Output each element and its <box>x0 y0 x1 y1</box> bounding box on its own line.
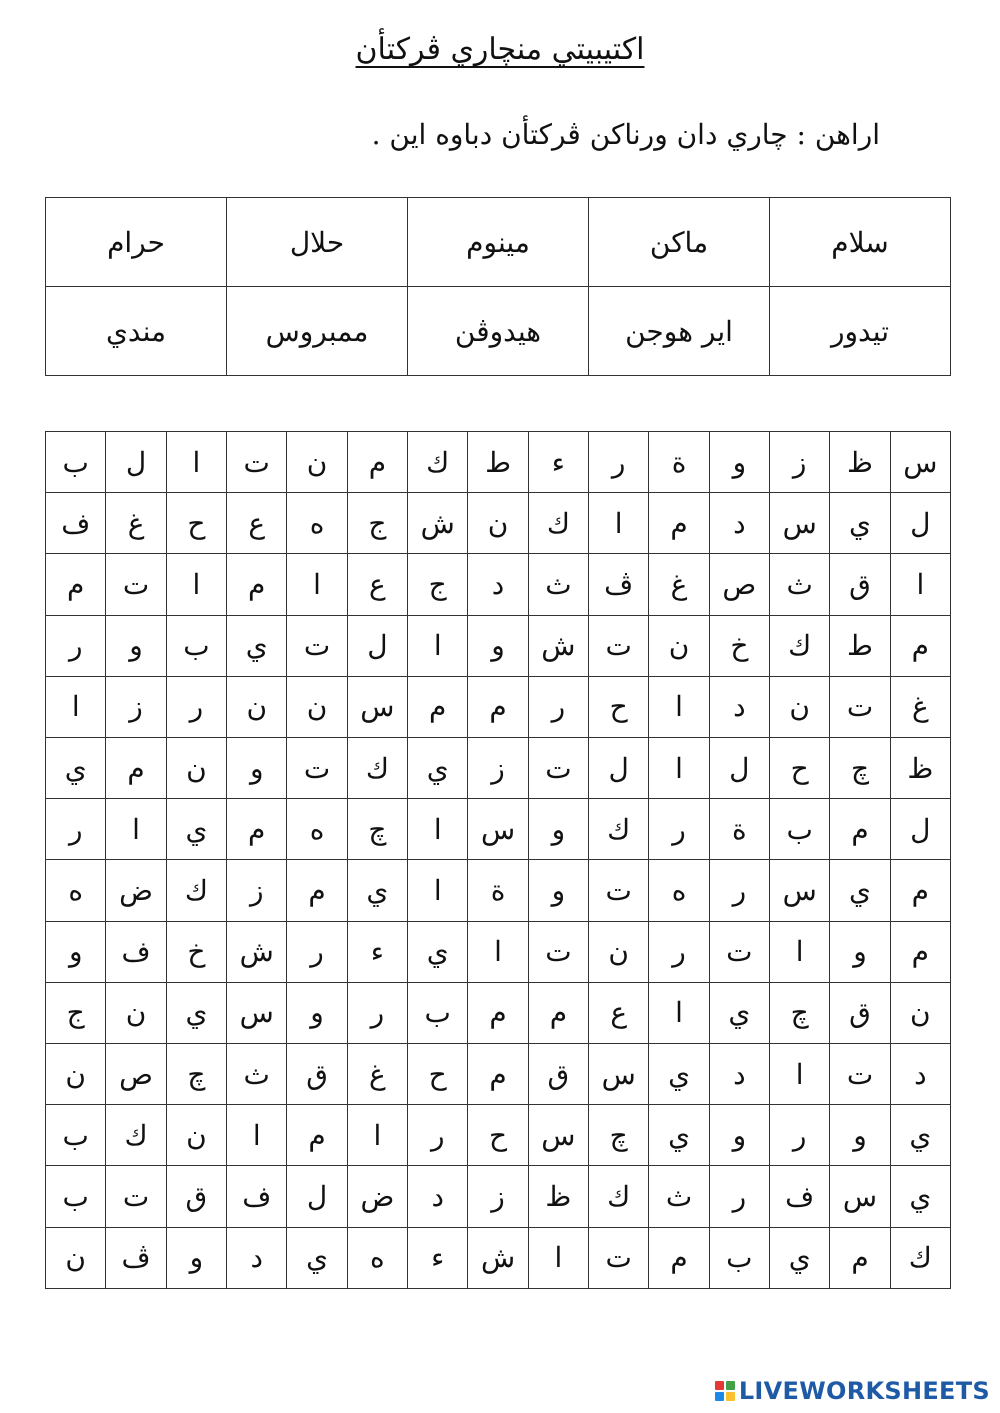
grid-cell[interactable]: ج <box>408 554 468 615</box>
grid-cell[interactable]: م <box>649 1227 709 1288</box>
grid-cell[interactable]: ت <box>287 738 347 799</box>
grid-cell[interactable]: س <box>347 676 407 737</box>
grid-cell[interactable]: د <box>709 1044 769 1105</box>
word-cell: سلام <box>770 198 951 287</box>
grid-cell[interactable]: س <box>890 432 950 493</box>
grid-cell[interactable]: ت <box>106 1166 166 1227</box>
grid-row <box>46 1044 951 1105</box>
grid-cell[interactable]: ت <box>709 921 769 982</box>
grid-cell[interactable]: ش <box>528 615 588 676</box>
grid-cell[interactable]: م <box>890 860 950 921</box>
grid-cell[interactable]: ف <box>227 1166 287 1227</box>
instruction-text: اراهن : چاري دان ورناكن ڤركتأن دباوه اين . <box>371 118 880 151</box>
grid-cell[interactable]: ب <box>46 432 106 493</box>
grid-cell[interactable]: ي <box>890 1105 950 1166</box>
grid-cell[interactable]: ل <box>709 738 769 799</box>
grid-cell[interactable]: ء <box>408 1227 468 1288</box>
grid-row <box>46 554 951 615</box>
grid-cell[interactable]: س <box>770 493 830 554</box>
grid-cell[interactable]: ص <box>106 1044 166 1105</box>
grid-cell[interactable]: م <box>227 799 287 860</box>
grid-cell[interactable]: ش <box>227 921 287 982</box>
grid-cell[interactable]: و <box>528 860 588 921</box>
grid-cell[interactable]: ا <box>106 799 166 860</box>
grid-cell[interactable]: ح <box>408 1044 468 1105</box>
grid-cell[interactable]: م <box>890 921 950 982</box>
grid-cell[interactable]: ت <box>589 860 649 921</box>
grid-row <box>46 860 951 921</box>
grid-cell[interactable]: ظ <box>528 1166 588 1227</box>
grid-cell[interactable]: ر <box>46 799 106 860</box>
grid-cell[interactable]: ر <box>709 1166 769 1227</box>
grid-cell[interactable]: ي <box>46 738 106 799</box>
grid-cell[interactable]: م <box>106 738 166 799</box>
grid-cell[interactable]: غ <box>106 493 166 554</box>
grid-cell[interactable]: ا <box>408 860 468 921</box>
grid-cell[interactable]: ت <box>528 921 588 982</box>
grid-cell[interactable]: چ <box>589 1105 649 1166</box>
grid-cell[interactable]: د <box>408 1166 468 1227</box>
word-row <box>46 198 951 287</box>
grid-cell[interactable]: د <box>227 1227 287 1288</box>
grid-cell[interactable]: ن <box>166 1105 226 1166</box>
grid-cell[interactable]: ت <box>287 615 347 676</box>
grid-cell[interactable]: ق <box>166 1166 226 1227</box>
grid-cell[interactable]: ن <box>166 738 226 799</box>
grid-row <box>46 799 951 860</box>
word-cell: ممبروس <box>227 287 408 376</box>
grid-row <box>46 1227 951 1288</box>
grid-cell[interactable]: ك <box>890 1227 950 1288</box>
word-cell: حرام <box>46 198 227 287</box>
grid-cell[interactable]: ث <box>770 554 830 615</box>
grid-cell[interactable]: ي <box>830 860 890 921</box>
grid-cell[interactable]: ف <box>46 493 106 554</box>
word-list-table <box>45 197 951 376</box>
grid-cell[interactable]: ي <box>770 1227 830 1288</box>
grid-cell[interactable]: م <box>468 1044 528 1105</box>
grid-row <box>46 615 951 676</box>
grid-cell[interactable]: ن <box>770 676 830 737</box>
grid-cell[interactable]: ه <box>287 493 347 554</box>
grid-cell[interactable]: ت <box>589 1227 649 1288</box>
grid-cell[interactable]: ا <box>890 554 950 615</box>
grid-cell[interactable]: ض <box>106 860 166 921</box>
grid-cell[interactable]: چ <box>830 738 890 799</box>
grid-cell[interactable]: ل <box>347 615 407 676</box>
grid-cell[interactable]: ب <box>166 615 226 676</box>
grid-cell[interactable]: ا <box>649 676 709 737</box>
brand-logo-icon <box>715 1381 735 1401</box>
grid-cell[interactable]: ب <box>408 982 468 1043</box>
grid-cell[interactable]: ا <box>287 554 347 615</box>
word-cell: ماكن <box>589 198 770 287</box>
grid-cell[interactable]: ك <box>528 493 588 554</box>
grid-cell[interactable]: ي <box>408 738 468 799</box>
grid-cell[interactable]: ك <box>770 615 830 676</box>
grid-cell[interactable]: ز <box>468 738 528 799</box>
grid-cell[interactable]: ي <box>287 1227 347 1288</box>
grid-cell[interactable]: ك <box>408 432 468 493</box>
grid-cell[interactable]: ر <box>408 1105 468 1166</box>
grid-cell[interactable]: غ <box>347 1044 407 1105</box>
grid-cell[interactable]: ل <box>890 799 950 860</box>
worksheet-title <box>0 32 1000 67</box>
grid-cell[interactable]: ص <box>709 554 769 615</box>
grid-cell[interactable]: ر <box>46 615 106 676</box>
grid-cell[interactable]: ا <box>468 921 528 982</box>
grid-row <box>46 1166 951 1227</box>
word-cell: حلال <box>227 198 408 287</box>
grid-cell[interactable]: غ <box>649 554 709 615</box>
grid-cell[interactable]: د <box>709 493 769 554</box>
grid-cell[interactable]: ز <box>468 1166 528 1227</box>
grid-cell[interactable]: ي <box>408 921 468 982</box>
grid-cell[interactable]: ح <box>166 493 226 554</box>
grid-row <box>46 493 951 554</box>
liveworksheets-brand <box>715 1376 990 1406</box>
grid-row <box>46 738 951 799</box>
grid-cell[interactable]: ي <box>830 493 890 554</box>
grid-cell[interactable]: ي <box>890 1166 950 1227</box>
grid-row <box>46 1105 951 1166</box>
grid-cell[interactable]: ف <box>770 1166 830 1227</box>
grid-cell[interactable]: ك <box>589 1166 649 1227</box>
grid-cell[interactable]: ء <box>528 432 588 493</box>
grid-cell[interactable]: ر <box>709 860 769 921</box>
grid-cell[interactable]: ت <box>106 554 166 615</box>
grid-cell[interactable]: و <box>227 738 287 799</box>
grid-cell[interactable]: ن <box>287 676 347 737</box>
grid-cell[interactable]: م <box>528 982 588 1043</box>
grid-cell[interactable]: س <box>227 982 287 1043</box>
grid-cell[interactable]: ر <box>770 1105 830 1166</box>
grid-cell[interactable]: ه <box>287 799 347 860</box>
grid-cell[interactable]: د <box>468 554 528 615</box>
grid-cell[interactable]: و <box>709 1105 769 1166</box>
grid-cell[interactable]: م <box>287 860 347 921</box>
grid-cell[interactable]: ش <box>408 493 468 554</box>
grid-cell[interactable]: ن <box>46 1227 106 1288</box>
grid-cell[interactable]: س <box>770 860 830 921</box>
grid-cell[interactable]: م <box>890 615 950 676</box>
grid-cell[interactable]: ط <box>468 432 528 493</box>
grid-cell[interactable]: ش <box>468 1227 528 1288</box>
grid-cell[interactable]: ر <box>589 432 649 493</box>
grid-cell[interactable]: م <box>347 432 407 493</box>
title-text: اكتيبيتي منچاري ڤركتأن <box>355 32 645 67</box>
grid-cell[interactable]: ل <box>890 493 950 554</box>
grid-cell[interactable]: ن <box>46 1044 106 1105</box>
grid-cell[interactable]: ث <box>649 1166 709 1227</box>
grid-cell[interactable]: ظ <box>890 738 950 799</box>
grid-cell[interactable]: ي <box>166 799 226 860</box>
logo-square-blue <box>715 1392 724 1401</box>
grid-cell[interactable]: ڤ <box>106 1227 166 1288</box>
grid-cell[interactable]: س <box>528 1105 588 1166</box>
grid-row <box>46 921 951 982</box>
word-row <box>46 287 951 376</box>
grid-cell[interactable]: ع <box>589 982 649 1043</box>
grid-cell[interactable]: ك <box>166 860 226 921</box>
grid-cell[interactable]: ي <box>227 615 287 676</box>
grid-cell[interactable]: ي <box>166 982 226 1043</box>
grid-cell[interactable]: ن <box>649 615 709 676</box>
grid-cell[interactable]: ن <box>227 676 287 737</box>
grid-cell[interactable]: ا <box>166 554 226 615</box>
grid-cell[interactable]: و <box>468 615 528 676</box>
grid-cell[interactable]: غ <box>890 676 950 737</box>
grid-cell[interactable]: ا <box>46 676 106 737</box>
grid-cell[interactable]: خ <box>166 921 226 982</box>
grid-cell[interactable]: ق <box>528 1044 588 1105</box>
grid-cell[interactable]: و <box>46 921 106 982</box>
grid-cell[interactable]: ع <box>347 554 407 615</box>
grid-cell[interactable]: ا <box>589 493 649 554</box>
grid-cell[interactable]: ر <box>528 676 588 737</box>
grid-cell[interactable]: ء <box>347 921 407 982</box>
grid-cell[interactable]: ن <box>468 493 528 554</box>
logo-square-yellow <box>726 1392 735 1401</box>
grid-cell[interactable]: ج <box>347 493 407 554</box>
grid-cell[interactable]: د <box>890 1044 950 1105</box>
grid-cell[interactable]: ف <box>106 921 166 982</box>
grid-cell[interactable]: ل <box>287 1166 347 1227</box>
grid-cell[interactable]: ا <box>770 1044 830 1105</box>
word-search-grid <box>45 431 951 1289</box>
grid-cell[interactable]: ث <box>528 554 588 615</box>
grid-cell[interactable]: ة <box>468 860 528 921</box>
grid-cell[interactable]: و <box>528 799 588 860</box>
grid-cell[interactable]: ر <box>347 982 407 1043</box>
grid-cell[interactable]: ا <box>649 982 709 1043</box>
word-cell: هيدوڤن <box>408 287 589 376</box>
grid-cell[interactable]: ث <box>227 1044 287 1105</box>
grid-cell[interactable]: ب <box>709 1227 769 1288</box>
grid-cell[interactable]: م <box>287 1105 347 1166</box>
grid-cell[interactable]: س <box>830 1166 890 1227</box>
grid-cell[interactable]: ا <box>770 921 830 982</box>
grid-cell[interactable]: ع <box>227 493 287 554</box>
grid-cell[interactable]: ب <box>770 799 830 860</box>
grid-cell[interactable]: م <box>46 554 106 615</box>
grid-cell[interactable]: ن <box>589 921 649 982</box>
grid-cell[interactable]: ت <box>830 676 890 737</box>
grid-row <box>46 676 951 737</box>
grid-cell[interactable]: ر <box>649 799 709 860</box>
grid-cell[interactable]: و <box>830 921 890 982</box>
grid-cell[interactable]: س <box>468 799 528 860</box>
grid-cell[interactable]: ه <box>347 1227 407 1288</box>
grid-cell[interactable]: م <box>408 676 468 737</box>
grid-cell[interactable]: ي <box>709 982 769 1043</box>
grid-cell[interactable]: ظ <box>830 432 890 493</box>
grid-cell[interactable]: ا <box>347 1105 407 1166</box>
grid-cell[interactable]: م <box>649 493 709 554</box>
grid-cell[interactable]: س <box>589 1044 649 1105</box>
grid-cell[interactable]: ا <box>649 738 709 799</box>
grid-cell[interactable]: و <box>709 432 769 493</box>
grid-cell[interactable]: چ <box>166 1044 226 1105</box>
grid-cell[interactable]: ق <box>830 554 890 615</box>
grid-cell[interactable]: چ <box>347 799 407 860</box>
grid-cell[interactable]: ن <box>890 982 950 1043</box>
grid-cell[interactable]: م <box>830 799 890 860</box>
grid-cell[interactable]: ا <box>528 1227 588 1288</box>
grid-cell[interactable]: چ <box>770 982 830 1043</box>
grid-cell[interactable]: ي <box>649 1105 709 1166</box>
grid-cell[interactable]: ق <box>830 982 890 1043</box>
grid-cell[interactable]: ض <box>347 1166 407 1227</box>
word-cell: مندي <box>46 287 227 376</box>
grid-cell[interactable]: ا <box>166 432 226 493</box>
logo-square-green <box>726 1381 735 1390</box>
grid-cell[interactable]: ح <box>770 738 830 799</box>
grid-cell[interactable]: ة <box>709 799 769 860</box>
grid-cell[interactable]: ك <box>106 1105 166 1166</box>
grid-cell[interactable]: ز <box>227 860 287 921</box>
grid-cell[interactable]: ح <box>589 676 649 737</box>
grid-cell[interactable]: ه <box>649 860 709 921</box>
word-cell: مينوم <box>408 198 589 287</box>
grid-cell[interactable]: ت <box>227 432 287 493</box>
grid-cell[interactable]: م <box>468 676 528 737</box>
word-cell: تيدور <box>770 287 951 376</box>
grid-cell[interactable]: ك <box>347 738 407 799</box>
grid-cell[interactable]: ل <box>106 432 166 493</box>
grid-cell[interactable]: و <box>166 1227 226 1288</box>
brand-text: LIVEWORKSHEETS <box>738 1377 990 1405</box>
grid-cell[interactable]: ر <box>649 921 709 982</box>
grid-cell[interactable]: ر <box>287 921 347 982</box>
grid-cell[interactable]: ڤ <box>589 554 649 615</box>
grid-cell[interactable]: ب <box>46 1166 106 1227</box>
grid-cell[interactable]: و <box>106 615 166 676</box>
grid-cell[interactable]: ج <box>46 982 106 1043</box>
grid-cell[interactable]: ل <box>589 738 649 799</box>
grid-cell[interactable]: ت <box>589 615 649 676</box>
grid-cell[interactable]: ن <box>106 982 166 1043</box>
grid-cell[interactable]: ا <box>408 799 468 860</box>
grid-cell[interactable]: ب <box>46 1105 106 1166</box>
grid-cell[interactable]: ت <box>830 1044 890 1105</box>
grid-cell[interactable]: ر <box>166 676 226 737</box>
grid-cell[interactable]: ط <box>830 615 890 676</box>
grid-cell[interactable]: ق <box>287 1044 347 1105</box>
grid-cell[interactable]: ه <box>46 860 106 921</box>
grid-cell[interactable]: ا <box>227 1105 287 1166</box>
grid-cell[interactable]: د <box>709 676 769 737</box>
grid-cell[interactable]: ي <box>649 1044 709 1105</box>
grid-cell[interactable]: ن <box>287 432 347 493</box>
grid-cell[interactable]: ز <box>106 676 166 737</box>
grid-cell[interactable]: ا <box>408 615 468 676</box>
grid-cell[interactable]: و <box>830 1105 890 1166</box>
grid-cell[interactable]: ة <box>649 432 709 493</box>
grid-cell[interactable]: ز <box>770 432 830 493</box>
grid-cell[interactable]: م <box>468 982 528 1043</box>
grid-cell[interactable]: ح <box>468 1105 528 1166</box>
grid-cell[interactable]: م <box>830 1227 890 1288</box>
grid-cell[interactable]: خ <box>709 615 769 676</box>
grid-row <box>46 982 951 1043</box>
grid-cell[interactable]: ت <box>528 738 588 799</box>
logo-square-red <box>715 1381 724 1390</box>
grid-cell[interactable]: ي <box>347 860 407 921</box>
grid-cell[interactable]: و <box>287 982 347 1043</box>
word-cell: اير هوجن <box>589 287 770 376</box>
grid-cell[interactable]: م <box>227 554 287 615</box>
grid-cell[interactable]: ك <box>589 799 649 860</box>
grid-row <box>46 432 951 493</box>
